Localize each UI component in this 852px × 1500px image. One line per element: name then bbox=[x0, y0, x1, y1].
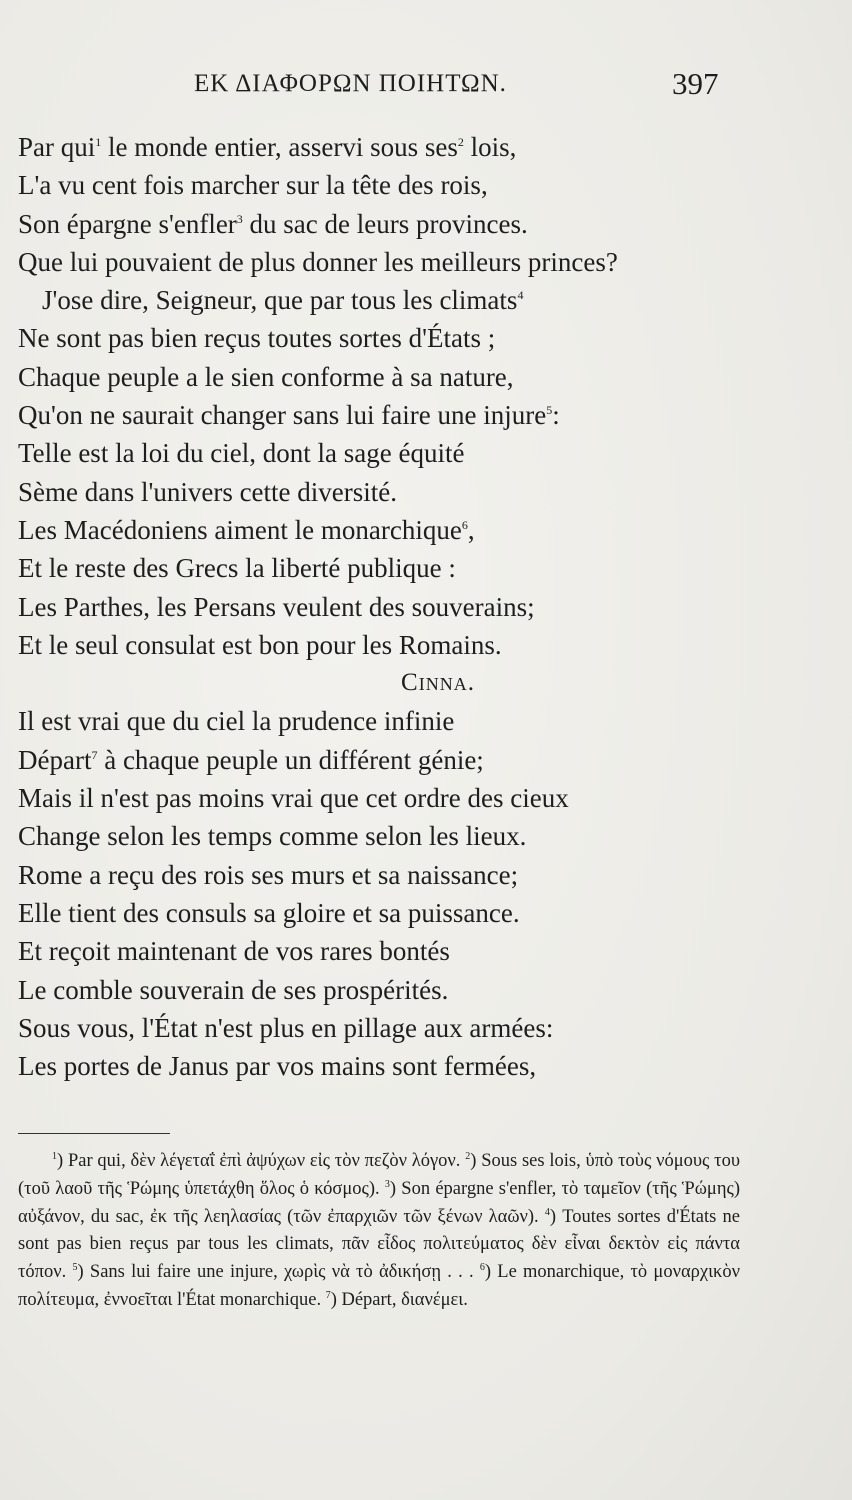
text-run: Que lui pouvaient de plus donner les meilleurs princes? bbox=[18, 246, 618, 277]
text-run: à chaque peuple un différent génie; bbox=[97, 744, 484, 775]
verse-line bbox=[18, 1047, 818, 1085]
verse-line bbox=[18, 473, 818, 511]
page-number: 397 bbox=[672, 66, 719, 101]
verse-line bbox=[18, 205, 818, 243]
running-head: ΕΚ ΔΙΑΦΟΡΩΝ ΠΟΙΗΤΩΝ. bbox=[194, 70, 507, 97]
text-run: ) Sous ses lois, ὑπὸ τοὺς νόμους του (τοῦ λαοῦ τῆς Ῥώμης ὑπετάχθη ὅλος ὁ κόσμος). bbox=[18, 1151, 740, 1199]
note-marker: 3 bbox=[236, 211, 243, 226]
text-run: : bbox=[552, 400, 560, 431]
text-run: lois, bbox=[463, 132, 517, 162]
verse-line bbox=[18, 588, 818, 626]
text-run: Mais il n'est pas moins vrai que cet ordre des cieux bbox=[18, 783, 569, 814]
verse-line bbox=[18, 702, 818, 740]
text-run: Sème dans l'univers cette diversité. bbox=[18, 476, 398, 507]
text-run: ) Son épargne s'enfler, τὸ ταμεῖον (τῆς Ῥώμης) αὐξάνον, du sac, ἐκ τῆς λεηλασίας (τῶν ἐπαρχιῶν τῶν ξένων λαῶν). bbox=[18, 1178, 741, 1227]
verse-line bbox=[18, 166, 818, 204]
verse-line bbox=[18, 779, 818, 817]
footnote-rule bbox=[18, 1133, 170, 1134]
verse-line bbox=[18, 396, 818, 434]
verse-line bbox=[18, 281, 818, 319]
text-run: Et reçoit maintenant de vos rares bontés bbox=[18, 936, 450, 967]
note-marker: 3 bbox=[384, 1178, 390, 1190]
text-run: ) Départ, διανέμει. bbox=[330, 1289, 468, 1310]
text-run: Il est vrai que du ciel la prudence infinie bbox=[18, 706, 455, 737]
note-marker: 6 bbox=[479, 1262, 485, 1274]
verse-line bbox=[18, 856, 818, 894]
text-run: Sous vous, l'État n'est plus en pillage aux armées: bbox=[18, 1012, 554, 1043]
speaker-name bbox=[18, 664, 818, 702]
text-run: Cinna. bbox=[401, 669, 475, 697]
text-run: L'a vu cent fois marcher sur la tête des rois, bbox=[18, 170, 488, 201]
verse-line bbox=[18, 319, 818, 357]
text-run: ) Par qui, δὲν λέγεταΐ ἐπὶ ἀψύχων εἰς τὸν πεζὸν λόγον. bbox=[57, 1151, 466, 1171]
verse-line bbox=[18, 894, 818, 932]
text-run: Les Parthes, les Persans veulent des souverains; bbox=[18, 591, 535, 622]
verse-line bbox=[18, 626, 818, 664]
verse-line bbox=[18, 741, 818, 779]
text-run: Et le seul consulat est bon pour les Romains. bbox=[18, 629, 502, 660]
text-run: Change selon les temps comme selon les lieux. bbox=[18, 821, 527, 852]
verse-line bbox=[18, 1009, 818, 1047]
text-run: Telle est la loi du ciel, dont la sage équité bbox=[18, 438, 465, 469]
text-run: J'ose dire, Seigneur, que par tous les climats bbox=[42, 285, 518, 316]
text-run: Les Macédoniens aiment le monarchique bbox=[18, 514, 462, 545]
verse-body bbox=[18, 128, 818, 1085]
text-run: Départ bbox=[18, 744, 92, 775]
text-run: Rome a reçu des rois ses murs et sa naissance; bbox=[18, 859, 519, 890]
note-marker: 5 bbox=[72, 1262, 78, 1274]
note-marker: 4 bbox=[517, 288, 524, 303]
note-marker: 7 bbox=[325, 1289, 331, 1301]
note-marker: 6 bbox=[461, 517, 468, 532]
text-run: ) Toutes sortes d'États ne sont pas bien reçus par tous les climats, πᾶν εἶδος πολιτεύματος δὲν εἶναι δεκτὸν εἰς πάντα τόπον. bbox=[18, 1206, 740, 1283]
verse-line bbox=[18, 971, 818, 1009]
verse-line bbox=[18, 932, 818, 970]
note-marker: 7 bbox=[91, 747, 98, 762]
verse-line bbox=[18, 549, 818, 587]
text-run: ) Sans lui faire une injure, χωρὶς νὰ τὸ ἀδικήσῃ . . . bbox=[77, 1262, 480, 1283]
text-run: Elle tient des consuls sa gloire et sa puissance. bbox=[18, 897, 520, 928]
note-marker: 5 bbox=[546, 403, 553, 418]
note-marker: 1 bbox=[52, 1151, 57, 1162]
text-run: ) Le monarchique, τὸ μοναρχικὸν πολίτευμα, ἐννοεῖται l'État monarchique. bbox=[18, 1262, 740, 1310]
text-run: Le comble souverain de ses prospérités. bbox=[18, 974, 449, 1005]
text-run: Les portes de Janus par vos mains sont fermées, bbox=[18, 1051, 537, 1082]
page-header bbox=[0, 66, 852, 106]
verse-line bbox=[18, 243, 818, 281]
text-run: Chaque peuple a le sien conforme à sa nature, bbox=[18, 361, 514, 392]
verse-line bbox=[18, 511, 818, 549]
note-marker: 2 bbox=[465, 1151, 471, 1162]
text-run: Son épargne s'enfler bbox=[18, 208, 237, 239]
text-run: Qu'on ne saurait changer sans lui faire une injure bbox=[18, 400, 547, 431]
note-marker: 2 bbox=[457, 135, 464, 149]
footnotes bbox=[18, 1148, 740, 1315]
verse-line bbox=[18, 817, 818, 855]
text-run: Par qui bbox=[18, 132, 96, 162]
text-run: Ne sont pas bien reçus toutes sortes d'États ; bbox=[18, 323, 496, 354]
verse-line bbox=[18, 128, 818, 166]
text-run: le monde entier, asservi sous ses bbox=[101, 132, 458, 162]
note-marker: 4 bbox=[544, 1206, 550, 1218]
verse-line bbox=[18, 434, 818, 472]
text-run: , bbox=[467, 514, 475, 545]
note-marker: 1 bbox=[95, 135, 102, 149]
text-run: du sac de leurs provinces. bbox=[242, 208, 528, 239]
verse-line bbox=[18, 358, 818, 396]
text-run: Et le reste des Grecs la liberté publique : bbox=[18, 553, 456, 584]
